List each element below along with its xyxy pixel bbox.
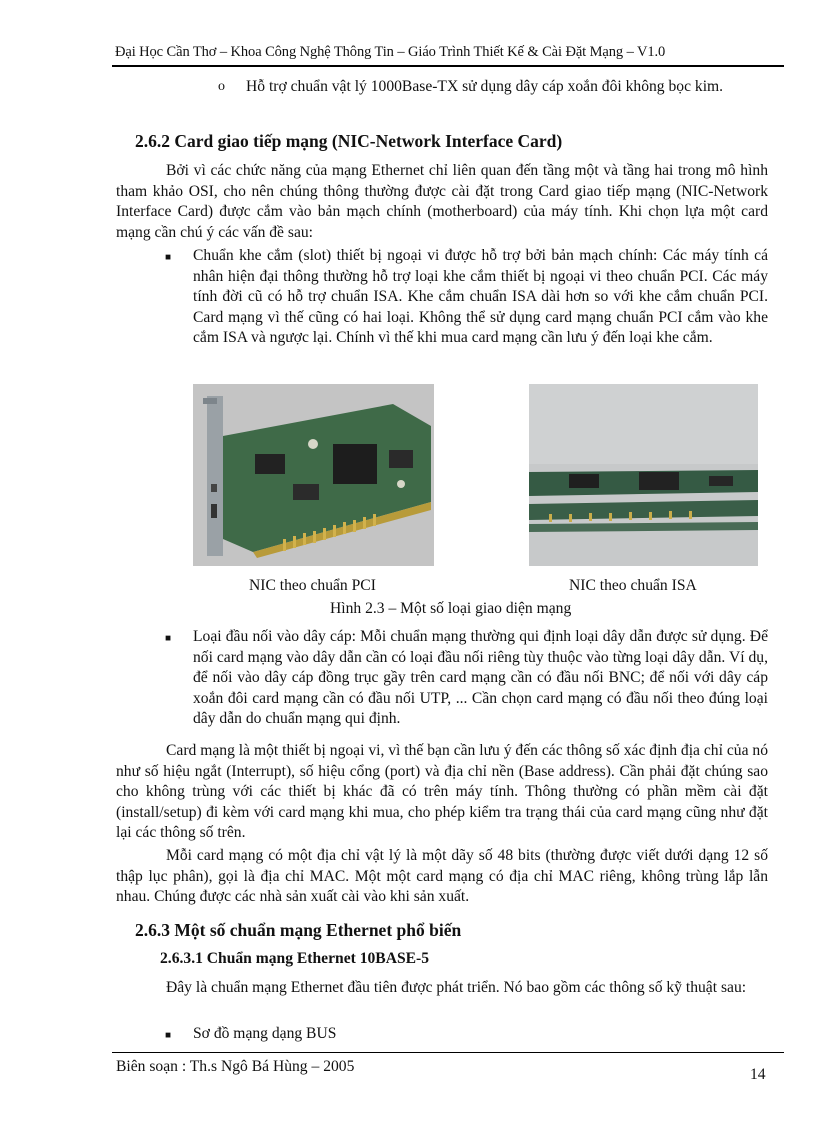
pci-nic-photo bbox=[193, 384, 434, 566]
bullet-slot-standard: Chuẩn khe cắm (slot) thiết bị ngoại vi được hỗ trợ bởi bản mạch chính: Các máy tính cá nhân hiện đại thông thường hỗ trợ loại khe cắm thiết bị ngoại vi theo chuẩn PCI. Các máy tính đời cũ có hỗ trợ chuẩn ISA. Khe cắm chuẩn ISA dài hơn so với khe cắm chuẩn PCI. Card mạng vì thế cũng có hai loại. Không thể sử dụng card mạng chuẩn PCI cắm vào khe cắm ISA và ngược lại. Chính vì thế khi mua card mạng cần lưu ý đến loại khe cắm. bbox=[193, 247, 768, 346]
paragraph-card-settings: Card mạng là một thiết bị ngoại vi, vì thế bạn cần lưu ý đến các thông số xác định địa chỉ của nó như số hiệu ngắt (Interrupt), số hiệu cổng (port) và địa chỉ nền (Base address). Cần phải đặt chúng sao cho không trùng với các thiết bị khác đã có trên máy tính. Thông thường có phần mềm cài đặt (install/setup) đi kèm với card mạng khi mua, cho phép kiểm tra trạng thái của card mạng cũng như đặt lại các thông số trên. bbox=[116, 742, 768, 841]
running-header: Đại Học Cần Thơ – Khoa Công Nghệ Thông Tin – Giáo Trình Thiết Kế & Cài Đặt Mạng – V1.0 bbox=[115, 44, 666, 60]
paragraph-10base5: Đây là chuẩn mạng Ethernet đầu tiên được phát triển. Nó bao gồm các thông số kỹ thuật sau: bbox=[166, 979, 747, 996]
footer-rule bbox=[112, 1052, 784, 1053]
bullet-connector-type: Loại đầu nối vào dây cáp: Mỗi chuẩn mạng thường qui định loại dây dẫn được sử dụng. Để nối card mạng vào dây dẫn cần có loại đầu nối riêng tùy thuộc vào từng loại dây dẫn. Ví dụ, để nối vào dây cáp đồng trục gầy trên card mạng cần có đầu nối BNC; để nối với dây cáp xoắn đôi card mạng cần có đầu nối UTP, ... Cần chọn card mạng có đầu nối theo đúng loại dây dẫn do chuẩn mạng qui định. bbox=[193, 628, 768, 727]
header-rule bbox=[112, 65, 784, 67]
bullet-marker: ■ bbox=[165, 252, 172, 263]
isa-nic-illustration bbox=[529, 384, 758, 566]
bullet-marker: ■ bbox=[165, 1030, 172, 1041]
sub-bullet-text: Hỗ trợ chuẩn vật lý 1000Base-TX sử dụng dây cáp xoắn đôi không bọc kim. bbox=[246, 78, 724, 95]
figure-caption: Hình 2.3 – Một số loại giao diện mạng bbox=[330, 600, 572, 617]
section-2-6-2-title: 2.6.2 Card giao tiếp mạng (NIC-Network Interface Card) bbox=[135, 131, 563, 151]
paragraph-mac-address: Mỗi card mạng có một địa chỉ vật lý là một dãy số 48 bits (thường được viết dưới dạng 12 số thập lục phân), gọi là địa chỉ MAC. Một một card mạng có địa chỉ MAC riêng, không trùng lắp lẫn nhau. Chúng được các nhà sản xuất cài vào khi sản xuất. bbox=[116, 847, 768, 905]
section-2-6-3-title: 2.6.3 Một số chuẩn mạng Ethernet phổ biến bbox=[135, 920, 462, 940]
bullet-marker: ■ bbox=[165, 633, 172, 644]
bullet-bus-topology: Sơ đồ mạng dạng BUS bbox=[193, 1025, 337, 1042]
section-2-6-2-intro: Bởi vì các chức năng của mạng Ethernet chỉ liên quan đến tầng một và tầng hai trong mô hình tham khảo OSI, cho nên chúng thông thường được cài đặt trong Card giao tiếp mạng (NIC-Network Interface Card) được cắm vào bản mạch chính (motherboard) của máy tính. Khi chọn lựa một card mạng cần chú ý các vấn đề sau: bbox=[116, 162, 768, 241]
pci-nic-illustration bbox=[193, 384, 434, 566]
sub-bullet-marker: o bbox=[218, 79, 225, 94]
page-number: 14 bbox=[750, 1066, 766, 1083]
caption-pci: NIC theo chuẩn PCI bbox=[249, 577, 376, 594]
subsection-2-6-3-1-title: 2.6.3.1 Chuẩn mạng Ethernet 10BASE-5 bbox=[160, 950, 430, 967]
isa-nic-photo bbox=[529, 384, 758, 566]
caption-isa: NIC theo chuẩn ISA bbox=[569, 577, 697, 594]
footer-author: Biên soạn : Th.s Ngô Bá Hùng – 2005 bbox=[116, 1058, 355, 1075]
